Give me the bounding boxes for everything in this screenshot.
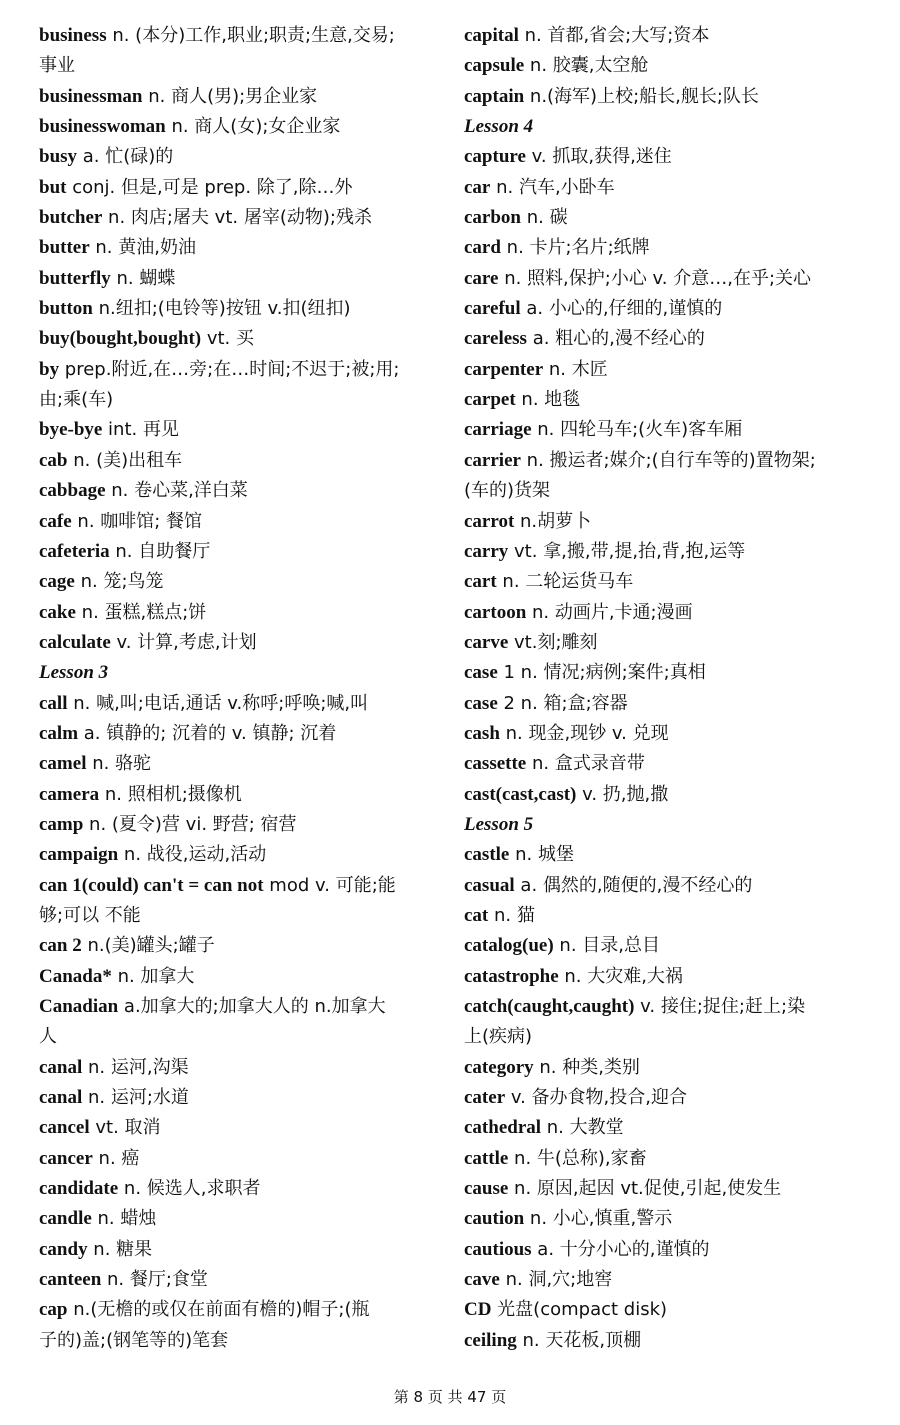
headword: castle <box>464 844 510 866</box>
lesson-title: Lesson 5 <box>464 813 534 835</box>
definition-text: 上(疾病) <box>464 1026 533 1048</box>
definition-text: n. 汽车,小卧车 <box>490 176 615 198</box>
dictionary-entry <box>464 718 864 748</box>
entry-continuation <box>39 1021 439 1051</box>
dictionary-entry <box>39 20 439 50</box>
definition-text: mod v. 可能;能 <box>263 874 396 896</box>
dictionary-entry <box>464 293 864 323</box>
definition-text: n. 肉店;屠夫 vt. 屠宰(动物);残杀 <box>102 207 372 229</box>
definition-text: n. 种类,类别 <box>533 1056 640 1078</box>
dictionary-entry <box>464 1112 864 1142</box>
headword: Canada* <box>39 965 112 987</box>
definition-text: n. 胶囊,太空舱 <box>524 55 649 77</box>
headword: calm <box>39 722 79 744</box>
headword: catalog(ue) <box>464 935 554 957</box>
dictionary-entry <box>39 779 439 809</box>
dictionary-entry <box>464 961 864 991</box>
dictionary-entry <box>39 536 439 566</box>
dictionary-entry <box>464 566 864 596</box>
dictionary-entry <box>39 263 439 293</box>
headword: cater <box>464 1087 506 1109</box>
entry-continuation <box>464 475 864 505</box>
definition-text: n. 蝴蝶 <box>110 267 176 289</box>
definition-text: n. 骆驼 <box>86 753 152 775</box>
dictionary-entry <box>39 323 439 353</box>
dictionary-entry <box>39 870 439 900</box>
definition-text: n.(海军)上校;船长,舰长;队长 <box>524 85 759 107</box>
definition-text: n. 咖啡馆; 餐馆 <box>71 510 203 532</box>
definition-text: (车的)货架 <box>464 480 551 502</box>
definition-text: vt.刻;雕刻 <box>508 631 598 653</box>
definition-text: n. 商人(男);男企业家 <box>142 85 318 107</box>
dictionary-entry <box>464 1203 864 1233</box>
dictionary-entry <box>39 597 439 627</box>
headword: calculate <box>39 631 111 653</box>
definition-text: n. (美)出租车 <box>67 449 183 471</box>
entry-continuation <box>39 900 439 930</box>
dictionary-entry <box>464 930 864 960</box>
definition-text: n. 卷心菜,洋白菜 <box>105 480 248 502</box>
definition-text: n. 喊,叫;电话,通话 v.称呼;呼唤;喊,叫 <box>67 692 369 714</box>
definition-text: int. 再见 <box>102 419 179 441</box>
headword: by <box>39 358 60 380</box>
headword: candle <box>39 1208 92 1230</box>
definition-text: n. 候选人,求职者 <box>118 1178 261 1200</box>
definition-text: n. 卡片;名片;纸牌 <box>500 237 650 259</box>
headword: Canadian <box>39 996 119 1017</box>
dictionary-entry <box>39 81 439 111</box>
headword: carrier <box>464 449 521 471</box>
dictionary-entry <box>464 445 864 475</box>
headword: careless <box>464 328 527 350</box>
headword: can 1(could) can't = can not <box>39 874 264 896</box>
definition-text: n. 目录,总目 <box>553 935 660 957</box>
dictionary-entry <box>39 1052 439 1082</box>
lesson-heading <box>464 111 864 141</box>
definition-text: n. 天花板,顶棚 <box>516 1329 642 1351</box>
definition-text: 由;乘(车) <box>39 389 114 411</box>
headword: carriage <box>464 419 532 441</box>
definition-text: n. 运河,沟渠 <box>82 1056 189 1078</box>
dictionary-entry <box>39 445 439 475</box>
headword: button <box>39 298 93 320</box>
definition-text: vt. 取消 <box>89 1117 161 1139</box>
definition-text: n. 大灾难,大祸 <box>558 965 683 987</box>
definition-text: v. 扔,抛,撒 <box>576 783 669 805</box>
definition-text: a. 粗心的,漫不经心的 <box>526 328 705 350</box>
definition-text: n. 商人(女);女企业家 <box>165 116 341 138</box>
definition-text: v. 备办食物,投合,迎合 <box>505 1087 688 1109</box>
headword: campaign <box>39 844 119 866</box>
entry-continuation <box>39 384 439 414</box>
headword: captain <box>464 85 525 107</box>
entry-continuation <box>464 1021 864 1051</box>
headword: careful <box>464 298 521 320</box>
dictionary-entry <box>464 232 864 262</box>
definition-text: 子的)盖;(钢笔等的)笔套 <box>39 1329 229 1351</box>
definition-text: n. 蛋糕,糕点;饼 <box>75 601 207 623</box>
dictionary-entry <box>464 81 864 111</box>
dictionary-entry <box>464 597 864 627</box>
headword: candy <box>39 1238 88 1260</box>
definition-text: n. (本分)工作,职业;职责;生意,交易; <box>106 25 395 46</box>
headword: cassette <box>464 753 527 775</box>
definition-text: n. 加拿大 <box>111 965 195 987</box>
definition-text: n.纽扣;(电铃等)按钮 v.扣(纽扣) <box>92 298 351 320</box>
definition-text: n. 笼;鸟笼 <box>74 571 164 593</box>
definition-text: n.胡萝卜 <box>514 510 592 532</box>
definition-text: a. 偶然的,随便的,漫不经心的 <box>514 874 753 896</box>
entry-continuation <box>39 50 439 80</box>
dictionary-entry <box>39 1143 439 1173</box>
definition-text: n.(无檐的或仅在前面有檐的)帽子;(瓶 <box>67 1299 370 1321</box>
dictionary-entry <box>464 688 864 718</box>
definition-text: n. 原因,起因 vt.促使,引起,使发生 <box>508 1178 782 1200</box>
definition-text: n. 搬运者;媒介;(自行车等的)置物架; <box>520 449 816 471</box>
headword: cart <box>464 571 497 593</box>
definition-text: conj. 但是,可是 prep. 除了,除…外 <box>66 176 353 198</box>
definition-text: prep.附近,在…旁;在…时间;不迟于;被;用; <box>59 358 400 380</box>
lesson-heading <box>39 657 439 687</box>
headword: cabbage <box>39 480 106 502</box>
dictionary-entry <box>39 354 439 384</box>
headword: camera <box>39 783 100 805</box>
headword: care <box>464 267 499 289</box>
dictionary-entry <box>464 50 864 80</box>
dictionary-entry <box>39 172 439 202</box>
dictionary-entry <box>464 657 864 687</box>
dictionary-entry <box>39 809 439 839</box>
headword: cafe <box>39 510 72 532</box>
headword: cattle <box>464 1147 509 1169</box>
headword: cash <box>464 722 500 744</box>
definition-text: n. 照相机;摄像机 <box>99 783 242 805</box>
definition-text: n. 小心,慎重,警示 <box>524 1208 673 1230</box>
definition-text: a. 镇静的; 沉着的 v. 镇静; 沉着 <box>78 722 337 744</box>
dictionary-entry <box>464 1143 864 1173</box>
dictionary-entry <box>39 961 439 991</box>
dictionary-entry <box>464 870 864 900</box>
definition-text: n. 照料,保护;小心 v. 介意…,在乎;关心 <box>498 267 812 289</box>
headword: businessman <box>39 85 143 107</box>
dictionary-entry <box>464 1082 864 1112</box>
dictionary-entry <box>39 1173 439 1203</box>
headword: card <box>464 237 501 259</box>
definition-text: n. 猫 <box>488 904 535 926</box>
lesson-title: Lesson 3 <box>39 662 109 684</box>
definition-text: 2 n. 箱;盒;容器 <box>497 692 628 714</box>
definition-text: a. 忙(碌)的 <box>77 146 174 168</box>
headword: catastrophe <box>464 965 559 987</box>
headword: capital <box>464 25 519 46</box>
definition-text: n. 战役,运动,活动 <box>118 844 267 866</box>
definition-text: n. 现金,现钞 v. 兑现 <box>499 722 669 744</box>
headword: carrot <box>464 510 515 532</box>
dictionary-entry <box>39 718 439 748</box>
definition-text: n. 地毯 <box>515 389 581 411</box>
dictionary-entry <box>464 20 864 50</box>
definition-text: n. 自助餐厅 <box>109 540 211 562</box>
definition-text: 够;可以 不能 <box>39 904 141 926</box>
headword: candidate <box>39 1178 119 1200</box>
definition-text: n. 首都,省会;大写;资本 <box>518 25 710 46</box>
dictionary-entry <box>39 1234 439 1264</box>
headword: canal <box>39 1087 83 1109</box>
headword: category <box>464 1056 534 1078</box>
headword: busy <box>39 146 78 168</box>
dictionary-entry <box>39 1264 439 1294</box>
left-column <box>39 20 439 1355</box>
definition-text: vt. 拿,搬,带,提,抬,背,抱,运等 <box>508 540 746 562</box>
headword: CD <box>464 1299 492 1321</box>
dictionary-entry <box>39 293 439 323</box>
definition-text: n. 糖果 <box>87 1238 153 1260</box>
definition-text: n. 四轮马车;(火车)客车厢 <box>531 419 743 441</box>
dictionary-entry <box>39 1112 439 1142</box>
definition-text: n. 动画片,卡通;漫画 <box>526 601 693 623</box>
definition-text: n. (夏令)营 vi. 野营; 宿营 <box>83 813 297 835</box>
dictionary-entry <box>464 1325 864 1355</box>
dictionary-entry <box>464 900 864 930</box>
headword: carpenter <box>464 358 544 380</box>
headword: catch(caught,caught) <box>464 996 635 1017</box>
right-column <box>464 20 864 1355</box>
dictionary-entry <box>464 1052 864 1082</box>
headword: canteen <box>39 1269 102 1291</box>
dictionary-entry <box>464 839 864 869</box>
definition-text: v. 接住;捉住;赶上;染 <box>634 996 806 1017</box>
definition-text: 人 <box>39 1026 57 1048</box>
headword: cake <box>39 601 76 623</box>
headword: cathedral <box>464 1117 542 1139</box>
dictionary-entry <box>464 1234 864 1264</box>
definition-text: n. 黄油,奶油 <box>89 237 196 259</box>
dictionary-entry <box>39 414 439 444</box>
entry-continuation <box>39 1325 439 1355</box>
headword: carve <box>464 631 509 653</box>
dictionary-entry <box>464 779 864 809</box>
dictionary-entry <box>464 263 864 293</box>
dictionary-entry <box>39 991 439 1021</box>
definition-text: 光盘(compact disk) <box>491 1299 668 1321</box>
headword: cautious <box>464 1238 532 1260</box>
headword: carry <box>464 540 509 562</box>
headword: but <box>39 176 67 198</box>
headword: camp <box>39 813 84 835</box>
dictionary-entry <box>464 1173 864 1203</box>
headword: businesswoman <box>39 116 166 138</box>
headword: can 2 <box>39 935 82 957</box>
dictionary-entry <box>39 627 439 657</box>
headword: carpet <box>464 389 516 411</box>
dictionary-entry <box>464 536 864 566</box>
definition-text: n. 木匠 <box>543 358 608 380</box>
definition-text: 1 n. 情况;病例;案件;真相 <box>497 662 706 684</box>
headword: butterfly <box>39 267 111 289</box>
definition-text: n. 大教堂 <box>541 1117 624 1139</box>
definition-text: n. 癌 <box>92 1147 140 1169</box>
dictionary-entry <box>39 839 439 869</box>
page-footer: 第 8 页 共 47 页 <box>393 1388 507 1406</box>
dictionary-entry <box>464 1264 864 1294</box>
dictionary-entry <box>39 1294 439 1324</box>
dictionary-entry <box>464 627 864 657</box>
lesson-heading <box>464 809 864 839</box>
dictionary-entry <box>39 1203 439 1233</box>
headword: casual <box>464 874 515 896</box>
definition-text: n. 盒式录音带 <box>526 753 645 775</box>
headword: canal <box>39 1056 83 1078</box>
definition-text: n.(美)罐头;罐子 <box>81 935 215 957</box>
headword: buy(bought,bought) <box>39 328 202 350</box>
headword: case <box>464 662 498 684</box>
headword: business <box>39 25 107 46</box>
dictionary-entry <box>39 475 439 505</box>
headword: cancer <box>39 1147 93 1169</box>
headword: cast(cast,cast) <box>464 783 577 805</box>
dictionary-entry <box>464 354 864 384</box>
dictionary-entry <box>39 111 439 141</box>
definition-text: n. 二轮运货马车 <box>496 571 634 593</box>
dictionary-entry <box>464 323 864 353</box>
definition-text: n. 碳 <box>521 207 568 229</box>
headword: cap <box>39 1299 68 1321</box>
headword: butter <box>39 237 90 259</box>
headword: case <box>464 692 498 714</box>
definition-text: n. 餐厅;食堂 <box>101 1269 208 1291</box>
headword: camel <box>39 753 87 775</box>
definition-text: a. 小心的,仔细的,谨慎的 <box>520 298 723 320</box>
definition-text: n. 洞,穴;地窖 <box>499 1269 613 1291</box>
headword: caution <box>464 1208 525 1230</box>
headword: cave <box>464 1269 500 1291</box>
dictionary-entry <box>39 202 439 232</box>
headword: cartoon <box>464 601 527 623</box>
headword: cab <box>39 449 68 471</box>
dictionary-entry <box>464 991 864 1021</box>
dictionary-entry <box>39 688 439 718</box>
headword: cancel <box>39 1117 90 1139</box>
definition-text: n. 蜡烛 <box>91 1208 157 1230</box>
dictionary-entry <box>464 1294 864 1324</box>
headword: cause <box>464 1178 509 1200</box>
dictionary-entry <box>39 232 439 262</box>
dictionary-entry <box>464 202 864 232</box>
lesson-title: Lesson 4 <box>464 116 534 138</box>
definition-text: 事业 <box>39 55 75 77</box>
headword: ceiling <box>464 1329 517 1351</box>
definition-text: vt. 买 <box>201 328 254 350</box>
headword: bye-bye <box>39 419 103 441</box>
dictionary-entry <box>464 414 864 444</box>
definition-text: v. 计算,考虑,计划 <box>110 631 257 653</box>
definition-text: n. 牛(总称),家畜 <box>508 1147 647 1169</box>
headword: cage <box>39 571 75 593</box>
headword: capture <box>464 146 526 168</box>
headword: carbon <box>464 207 521 229</box>
definition-text: n. 城堡 <box>509 844 574 866</box>
headword: call <box>39 692 68 714</box>
dictionary-entry <box>39 748 439 778</box>
dictionary-entry <box>464 172 864 202</box>
headword: car <box>464 176 491 198</box>
dictionary-entry <box>39 930 439 960</box>
dictionary-entry <box>39 506 439 536</box>
definition-text: v. 抓取,获得,迷住 <box>525 146 672 168</box>
definition-text: n. 运河;水道 <box>82 1087 189 1109</box>
dictionary-entry <box>464 141 864 171</box>
headword: butcher <box>39 207 103 229</box>
headword: cat <box>464 904 489 926</box>
definition-text: a.加拿大的;加拿大人的 n.加拿大 <box>118 996 386 1017</box>
headword: capsule <box>464 55 525 77</box>
headword: cafeteria <box>39 540 110 562</box>
dictionary-entry <box>39 1082 439 1112</box>
dictionary-entry <box>464 384 864 414</box>
dictionary-entry <box>464 506 864 536</box>
definition-text: a. 十分小心的,谨慎的 <box>531 1238 710 1260</box>
dictionary-entry <box>39 566 439 596</box>
dictionary-entry <box>39 141 439 171</box>
dictionary-entry <box>464 748 864 778</box>
